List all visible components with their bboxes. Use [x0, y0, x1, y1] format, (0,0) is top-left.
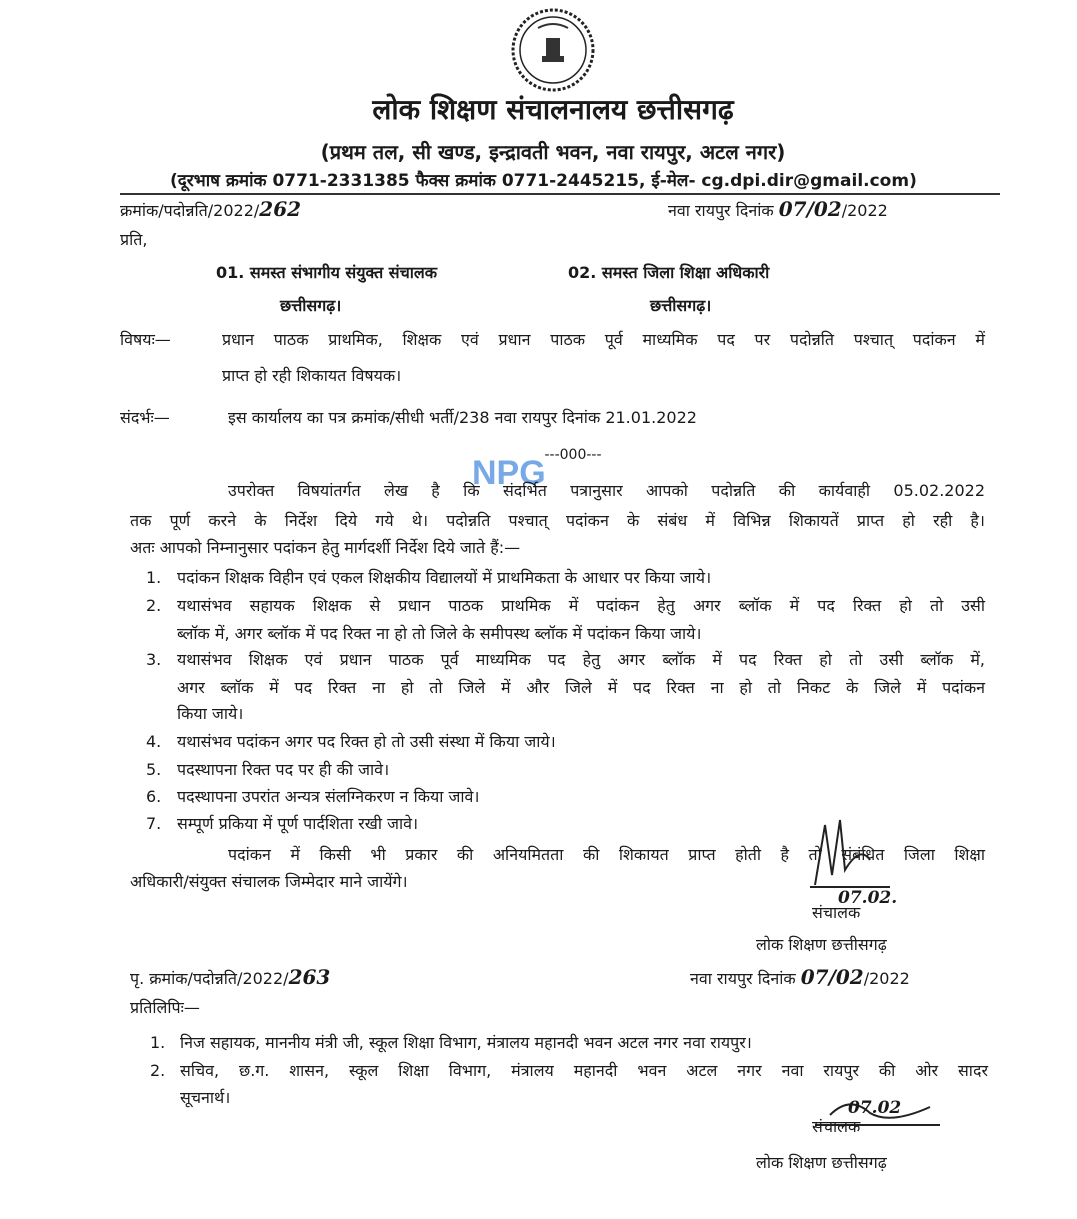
instruction-number: 5. — [146, 760, 162, 779]
copy-line: निज सहायक, माननीय मंत्री जी, स्कूल शिक्षा विभाग, मंत्रालय महानदी भवन अटल नगर नवा रायपुर। — [180, 1033, 752, 1052]
endorsement-date — [690, 966, 910, 990]
letter-reference-number — [120, 198, 301, 222]
instruction-line: यथासंभव सहायक शिक्षक से प्रधान पाठक प्राथमिक में पदांकन हेतु अगर ब्लॉक में पद रिक्त हो तो उसी — [177, 596, 985, 615]
watermark: NPG — [472, 454, 546, 492]
reference-label: संदर्भः— — [120, 408, 170, 427]
place-date-label: नवा रायपुर दिनांक — [690, 969, 796, 988]
body-line: अतः आपको निम्नानुसार पदांकन हेतु मार्गदर्शी निर्देश दिये जाते हैं:— — [130, 538, 521, 557]
date-handwritten: 07/02 — [800, 965, 864, 989]
date-handwritten: 07/02 — [778, 197, 842, 221]
signatory-title: संचालक — [812, 1117, 861, 1136]
instruction-line: सम्पूर्ण प्रकिया में पूर्ण पार्दशिता रखी जावे। — [177, 814, 419, 833]
recipient-1: 01. समस्त संभागीय संयुक्त संचालक — [216, 263, 438, 282]
instruction-number: 4. — [146, 732, 162, 751]
separator: ---000--- — [544, 447, 602, 463]
copy-number: 1. — [150, 1033, 166, 1052]
instruction-line: ब्लॉक में, अगर ब्लॉक में पद रिक्त ना हो तो जिले के समीपस्थ ब्लॉक में पदांकन किया जाये। — [177, 624, 702, 643]
instruction-line: किया जाये। — [177, 704, 244, 723]
copy-label: प्रतिलिपिः— — [130, 998, 200, 1017]
header-divider — [120, 193, 1000, 195]
body-line: उपरोक्त विषयांतर्गत लेख है कि संदर्भित पत्रानुसार आपको पदोन्नति की कार्यवाही 05.02.2022 — [228, 481, 985, 500]
closing-line: अधिकारी/संयुक्त संचालक जिम्मेदार माने जायेंगे। — [130, 872, 408, 891]
signatory-office: लोक शिक्षण छत्तीसगढ़ — [756, 935, 887, 954]
government-emblem-seal — [508, 8, 598, 92]
subject-line: प्रधान पाठक प्राथमिक, शिक्षक एवं प्रधान पाठक पूर्व माध्यमिक पद पर पदोन्नति पश्चात् पदांकन में — [222, 330, 985, 349]
instruction-line: अगर ब्लॉक में पद रिक्त ना हो तो जिले में और जिले में पद रिक्त ना हो तो निकट के जिले में पदांकन — [177, 678, 985, 697]
place-date-label: नवा रायपुर दिनांक — [668, 201, 774, 220]
copy-line: सूचनार्थ। — [180, 1088, 231, 1107]
instruction-line: पदांकन शिक्षक विहीन एवं एकल शिक्षकीय विद्यालयों में प्राथमिकता के आधार पर किया जाये। — [177, 568, 712, 587]
instruction-number: 6. — [146, 787, 162, 806]
office-address: (प्रथम तल, सी खण्ड, इन्द्रावती भवन, नवा रायपुर, अटल नगर) — [320, 140, 786, 164]
instruction-number: 1. — [146, 568, 162, 587]
copy-line: सचिव, छ.ग. शासन, स्कूल शिक्षा विभाग, मंत्रालय महानदी भवन अटल नगर नवा रायपुर की ओर सादर — [180, 1061, 988, 1080]
closing-line: पदांकन में किसी भी प्रकार की अनियमितता की शिकायत प्राप्त होती है तो संबंधित जिला शिक्षा — [228, 845, 985, 864]
instruction-number: 2. — [146, 596, 162, 615]
signatory-office: लोक शिक्षण छत्तीसगढ़ — [756, 1153, 887, 1172]
instruction-line: यथासंभव पदांकन अगर पद रिक्त हो तो उसी संस्था में किया जाये। — [177, 732, 556, 751]
instruction-number: 3. — [146, 650, 162, 669]
signature-date-handwritten: 07.02. — [838, 888, 898, 908]
instruction-line: यथासंभव शिक्षक एवं प्रधान पाठक पूर्व माध्यमिक पद हेतु अगर ब्लॉक में पद रिक्त हो तो उसी ब्लॉक में, — [177, 650, 985, 669]
signatory-title: संचालक — [812, 903, 861, 922]
body-line: तक पूर्ण करने के निर्देश दिये गये थे। पदोन्नति पश्चात् पदांकन के संबंध में विभिन्न शिकायतें प्राप्त हो रही है। — [130, 511, 985, 530]
subject-label: विषयः— — [120, 330, 171, 349]
office-title: लोक शिक्षण संचालनालय छत्तीसगढ़ — [372, 93, 734, 126]
instruction-line: पदस्थापना रिक्त पद पर ही की जावे। — [177, 760, 390, 779]
recipient-2-state: छत्तीसगढ़। — [650, 296, 712, 315]
instruction-number: 7. — [146, 814, 162, 833]
copy-number: 2. — [150, 1061, 166, 1080]
instruction-line: पदस्थापना उपरांत अन्यत्र संलग्निकरण न किया जावे। — [177, 787, 480, 806]
to-label: प्रति, — [120, 230, 148, 249]
date-year: /2022 — [841, 201, 888, 220]
office-contact: (दूरभाष क्रमांक 0771-2331385 फैक्स क्रमांक 0771-2445215, ई-मेल- cg.dpi.dir@gmail.com) — [170, 171, 917, 191]
signature-date-handwritten: 07.02 — [848, 1098, 902, 1118]
date-year: /2022 — [863, 969, 910, 988]
ref-prefix: क्रमांक/पदोन्नति/2022/ — [120, 201, 260, 220]
subject-line: प्राप्त हो रही शिकायत विषयक। — [222, 366, 402, 385]
letter-date — [668, 198, 888, 222]
recipient-1-state: छत्तीसगढ़। — [280, 296, 342, 315]
endorsement-number-handwritten: 263 — [288, 965, 331, 989]
signature-mark — [800, 815, 900, 895]
endorsement-prefix: पृ. क्रमांक/पदोन्नति/2022/ — [130, 969, 289, 988]
ref-number-handwritten: 262 — [259, 197, 302, 221]
endorsement-number — [130, 966, 330, 990]
reference-text: इस कार्यालय का पत्र क्रमांक/सीधी भर्ती/238 नवा रायपुर दिनांक 21.01.2022 — [228, 408, 697, 427]
recipient-2: 02. समस्त जिला शिक्षा अधिकारी — [568, 263, 770, 282]
